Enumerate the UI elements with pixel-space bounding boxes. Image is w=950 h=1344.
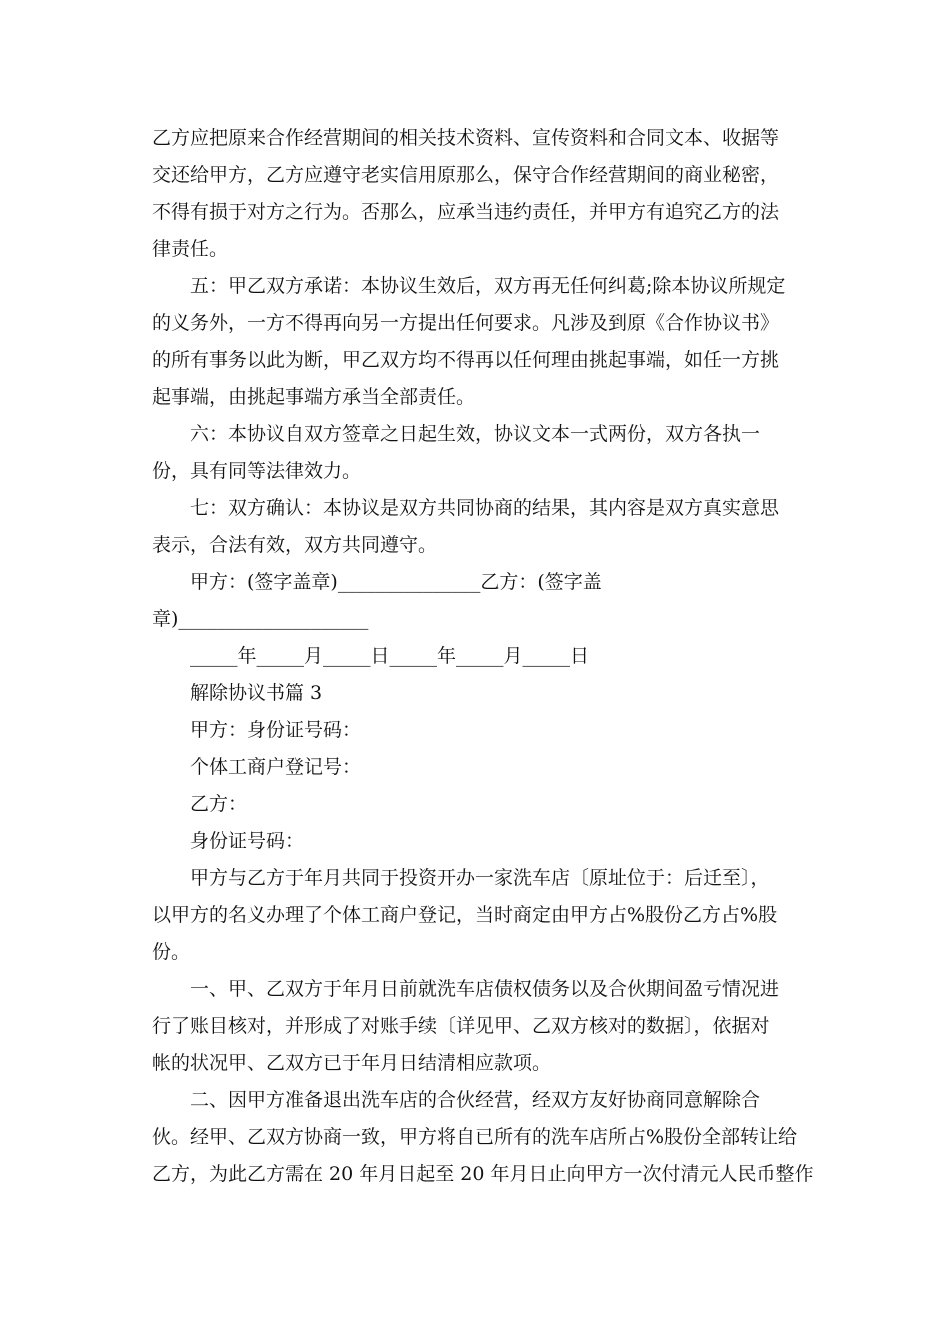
text-line: 不得有损于对方之行为。否那么，应承当违约责任，并甲方有追究乙方的法	[152, 201, 780, 223]
text-line: 一、甲、乙双方于年月日前就洗车店债权债务以及合伙期间盈亏情况进	[190, 978, 780, 1000]
text-line: 二、因甲方准备退出洗车店的合伙经营，经双方友好协商同意解除合	[190, 1089, 761, 1111]
text-line: 伙。经甲、乙双方协商一致，甲方将自已所有的洗车店所占%股份全部转让给	[152, 1126, 798, 1148]
text-line: 七：双方确认：本协议是双方共同协商的结果，其内容是双方真实意思	[190, 497, 780, 519]
text-line: 以甲方的名义办理了个体工商户登记，当时商定由甲方占%股份乙方占%股	[152, 904, 778, 926]
date-line: _____年_____月_____日_____年_____月_____日	[190, 645, 590, 667]
text-line: 乙方，为此乙方需在 20 年月日起至 20 年月日止向甲方一次付清元人民币整作	[152, 1163, 814, 1185]
text-line: 个体工商户登记号：	[190, 756, 362, 778]
text-line: 表示，合法有效，双方共同遵守。	[152, 534, 438, 556]
text-line: 身份证号码：	[190, 830, 305, 852]
section-heading: 解除协议书篇 3	[190, 682, 323, 704]
text-line: 的义务外，一方不得再向另一方提出任何要求。凡涉及到原《合作协议书》	[152, 312, 780, 334]
text-line: 份，具有同等法律效力。	[152, 460, 362, 482]
text-line: 的所有事务以此为断，甲乙双方均不得再以任何理由挑起事端，如任一方挑	[152, 349, 780, 371]
text-line: 律责任。	[152, 238, 229, 260]
text-line: 交还给甲方，乙方应遵守老实信用原那么，保守合作经营期间的商业秘密，	[152, 164, 780, 186]
signature-line: 甲方：(签字盖章)_______________乙方：(签字盖	[190, 571, 602, 593]
text-line: 乙方应把原来合作经营期间的相关技术资料、宣传资料和合同文本、收据等	[152, 127, 780, 149]
text-line: 行了账目核对，并形成了对账手续〔详见甲、乙双方核对的数据〕，依据对	[152, 1015, 770, 1037]
text-line: 起事端，由挑起事端方承当全部责任。	[152, 386, 476, 408]
text-line: 甲方与乙方于年月共同于投资开办一家洗车店〔原址位于：后迁至〕，	[190, 867, 770, 889]
text-line: 份。	[152, 941, 191, 963]
text-line: 乙方：	[190, 793, 248, 815]
signature-line: 章)____________________	[152, 608, 369, 630]
text-line: 五：甲乙双方承诺：本协议生效后，双方再无任何纠葛;除本协议所规定	[190, 275, 786, 297]
text-line: 六：本协议自双方签章之日起生效，协议文本一式两份，双方各执一	[190, 423, 761, 445]
text-line: 帐的状况甲、乙双方已于年月日结清相应款项。	[152, 1052, 552, 1074]
text-line: 甲方：身份证号码：	[190, 719, 362, 741]
